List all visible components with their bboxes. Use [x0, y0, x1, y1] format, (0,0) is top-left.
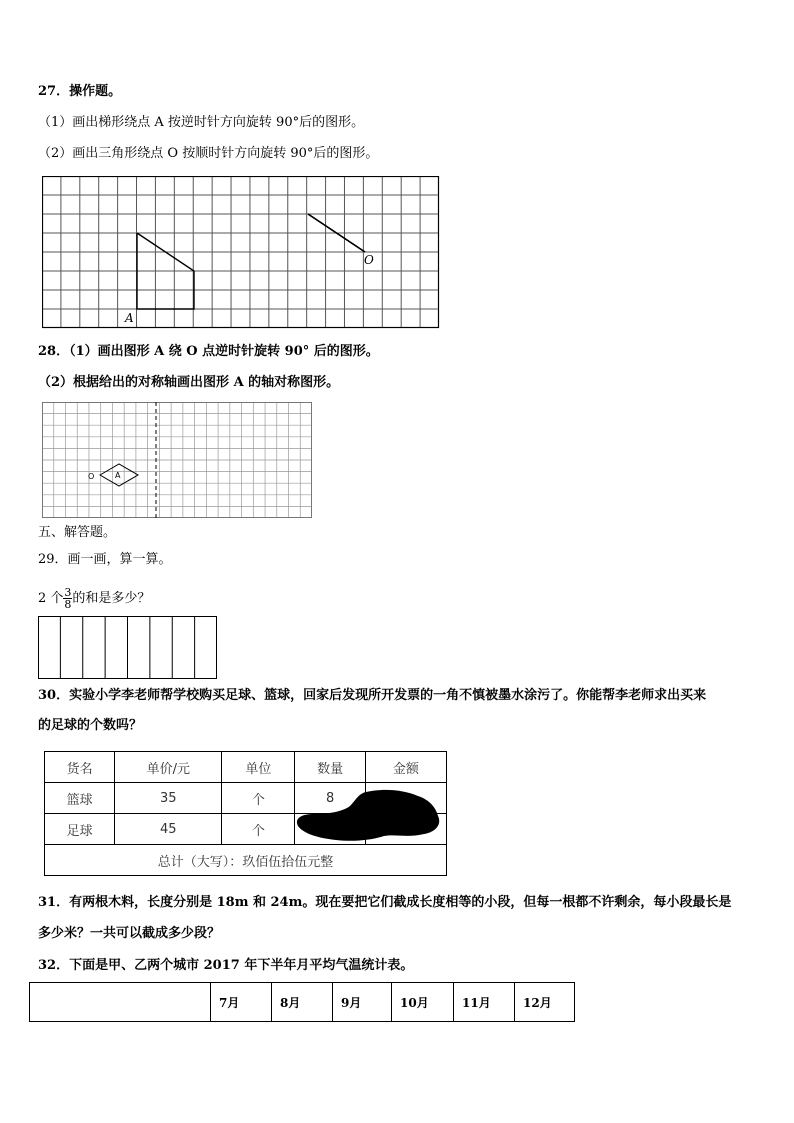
q30-line1: 30．实验小学李老师帮学校购买足球、篮球，回家后发现所开发票的一角不慎被墨水涂污了。你能帮李老师求出买来 [38, 688, 707, 703]
table-cell: 篮球 [45, 783, 115, 814]
q31-line1: 31．有两根木料，长度分别是 18m 和 24m。现在要把它们截成长度相等的小段，但每一根都不许剩余，每小段最长是 [38, 895, 732, 910]
fraction-denominator: 8 [64, 598, 72, 611]
header-cell: 金额 [365, 752, 446, 783]
label-a: A [125, 311, 134, 325]
q29-prefix: 2 个 [38, 591, 64, 606]
q29-question [38, 587, 150, 611]
fraction-numerator: 3 [64, 586, 72, 599]
q30-line2: 的足球的个数吗？ [38, 718, 143, 733]
q28-part1: 28．（1）画出图形 A 绕 O 点逆时针旋转 90° 后的图形。 [38, 344, 379, 359]
label-o: O [88, 472, 95, 481]
table-cell: 45 [115, 814, 222, 845]
fraction-strips [38, 616, 218, 680]
table-cell: 个 [222, 814, 295, 845]
q27-part1: （1）画出梯形绕点 A 按逆时针方向旋转 90°后的图形。 [38, 115, 365, 130]
q27-title: 27．操作题。 [38, 84, 122, 99]
header-cell: 货名 [45, 752, 115, 783]
label-o: O [364, 253, 374, 267]
q32-title: 32．下面是甲、乙两个城市 2017 年下半年月平均气温统计表。 [38, 958, 414, 973]
q29-title: 29．画一画，算一算。 [38, 552, 172, 567]
total-cell: 总计（大写）：玖佰伍拾伍元整 [45, 845, 447, 876]
table-header-row [30, 983, 575, 1022]
table-cell: 足球 [45, 814, 115, 845]
table-header-row [45, 752, 447, 783]
header-cell: 单价/元 [115, 752, 222, 783]
header-cell [30, 983, 211, 1022]
temperature-table [29, 982, 575, 1022]
label-a: A [115, 471, 121, 480]
header-cell: 数量 [295, 752, 365, 783]
q31-line2: 多少米？一共可以截成多少段？ [38, 926, 221, 941]
header-cell: 12月 [515, 983, 575, 1022]
q29-suffix: 的和是多少？ [72, 591, 151, 606]
header-cell: 9月 [333, 983, 392, 1022]
q27-grid [42, 176, 440, 330]
header-cell: 7月 [211, 983, 272, 1022]
q28-grid [42, 402, 314, 519]
table-cell: 8 [295, 783, 365, 814]
header-cell: 单位 [222, 752, 295, 783]
table-total-row [45, 845, 447, 876]
ink-blot [296, 788, 446, 844]
header-cell: 8月 [272, 983, 333, 1022]
q28-part2: （2）根据给出的对称轴画出图形 A 的轴对称图形。 [38, 375, 340, 390]
table-cell: 个 [222, 783, 295, 814]
q27-part2: （2）画出三角形绕点 O 按顺时针方向旋转 90°后的图形。 [38, 146, 379, 161]
section-heading: 五、解答题。 [38, 525, 117, 540]
table-cell: 35 [115, 783, 222, 814]
header-cell: 11月 [454, 983, 515, 1022]
header-cell: 10月 [392, 983, 454, 1022]
